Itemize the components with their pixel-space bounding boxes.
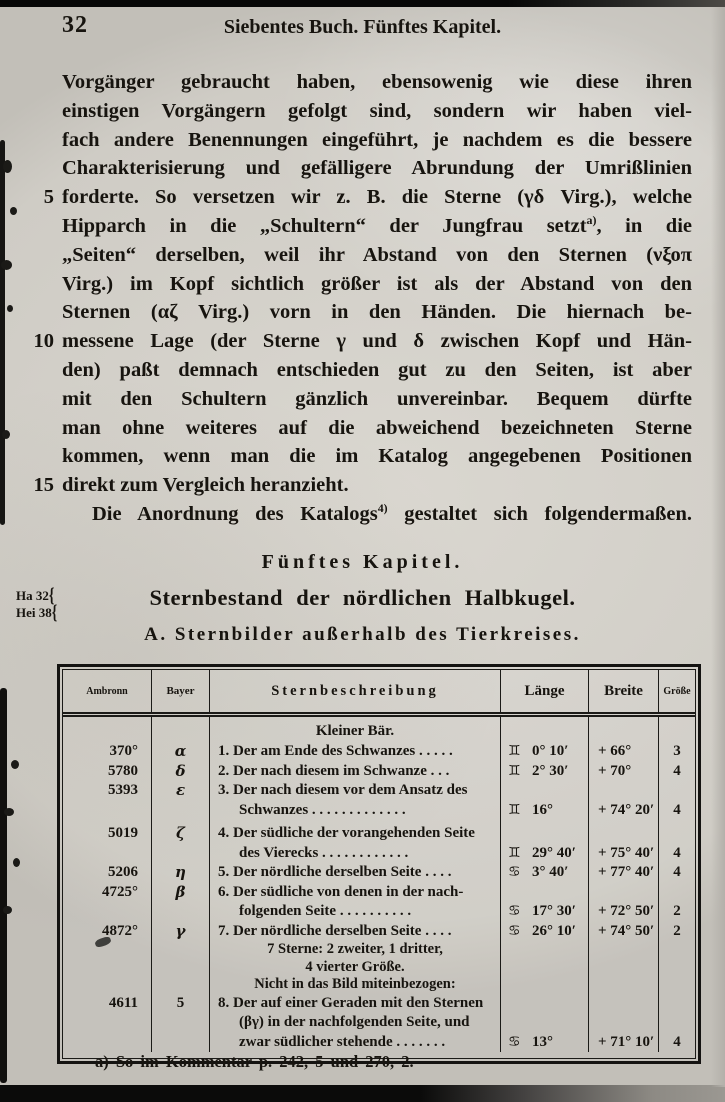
brace-glyph: { bbox=[51, 602, 58, 625]
margin-note-line: Ha 32 bbox=[16, 588, 49, 603]
table-row bbox=[63, 742, 695, 762]
paragraph-line bbox=[28, 414, 692, 443]
longitude-value: 29° 40′ bbox=[532, 844, 576, 861]
paragraph-line-text: mit den Schultern gänzlich unvereinbar. Bequem dürfte bbox=[62, 387, 692, 410]
paragraph-line bbox=[28, 154, 692, 183]
line-number bbox=[28, 500, 54, 529]
desc-cell: 2. Der nach diesem im Schwanze . . . bbox=[209, 762, 500, 782]
paragraph-line bbox=[28, 327, 692, 356]
latitude-cell: + 74° 50′ bbox=[588, 922, 658, 942]
desc-cell: 8. Der auf einer Geraden mit den Sternen (βγ) in der nachfolgenden Seite, und zwar südlicher stehende . . . . . . . bbox=[209, 994, 500, 1053]
line-number bbox=[28, 126, 54, 155]
line-number bbox=[28, 241, 54, 270]
scan-artifact bbox=[4, 808, 14, 816]
paragraph-line-text: fach andere Benennungen eingeführt, je nachdem es die bessere bbox=[62, 128, 692, 151]
line-text-part: gestaltet sich folgendermaßen. bbox=[387, 502, 692, 525]
ambronn-cell: 5206 bbox=[108, 864, 138, 880]
line-number: 15 bbox=[33, 474, 54, 497]
ambronn-cell: 5780 bbox=[108, 762, 138, 779]
paragraph-line-text: „Seiten“ derselben, weil ihr Abstand von den Sternen (νξοπ bbox=[62, 243, 692, 266]
paragraph-line-text: Charakterisierung und gefälligere Abrundung der Umrißlinien bbox=[62, 157, 692, 180]
magnitude-cell: 2 bbox=[658, 883, 695, 922]
section-subheading: A. Sternbilder außerhalb des Tierkreises. bbox=[144, 624, 581, 645]
longitude-value: 2° 30′ bbox=[532, 762, 569, 779]
desc-cell: 7. Der nördliche derselben Seite . . . . bbox=[209, 922, 500, 942]
scan-artifact bbox=[10, 207, 17, 215]
longitude-cell bbox=[500, 781, 588, 820]
line-text-part: Die Anordnung des Katalogs bbox=[92, 502, 378, 525]
paragraph-line-text: Sternen (αζ Virg.) vorn in den Händen. Die hiernach be- bbox=[62, 301, 692, 324]
star-catalog-table bbox=[57, 664, 701, 1064]
bayer-cell: ζ bbox=[151, 820, 209, 863]
paragraph-line bbox=[28, 183, 692, 212]
magnitude-cell: 4 bbox=[658, 994, 695, 1053]
latitude-cell: + 75° 40′ bbox=[588, 820, 658, 863]
magnitude-cell: 2 bbox=[658, 922, 695, 942]
scan-artifact bbox=[2, 430, 10, 439]
latitude-cell: + 74° 20′ bbox=[588, 781, 658, 820]
paragraph-line-text: einstigen Vorgängern gefolgt sind, sondern wir haben viel- bbox=[62, 99, 692, 122]
summary-note: Nicht in das Bild miteinbezogen: bbox=[254, 976, 456, 992]
line-text-part: Hipparch in die „Schultern“ der Jungfrau setzt bbox=[62, 214, 587, 237]
latitude-cell: + 66° bbox=[588, 742, 658, 762]
magnitude-cell: 4 bbox=[658, 863, 695, 883]
paragraph-line-text: Vorgänger gebraucht haben, ebensowenig wie diese ihren bbox=[62, 71, 692, 93]
table-row bbox=[63, 820, 695, 863]
table-section-row bbox=[63, 717, 695, 742]
footnote: a) So im Kommentar p. 242, 5 und 270, 2. bbox=[95, 1052, 414, 1071]
magnitude-cell: 4 bbox=[658, 820, 695, 863]
paragraph-line-text: den) paßt demnach entschieden gut zu den Seiten, ist aber bbox=[62, 358, 692, 381]
line-number bbox=[28, 270, 54, 299]
paragraph-line-text: direkt zum Vergleich heranzieht. bbox=[62, 474, 349, 497]
paragraph-line-text bbox=[62, 212, 692, 241]
longitude-cell bbox=[500, 742, 588, 762]
table-body bbox=[63, 717, 695, 1058]
cancer-icon: ♋ bbox=[508, 903, 521, 919]
line-number bbox=[28, 212, 54, 241]
bayer-cell: α bbox=[151, 742, 209, 762]
ambronn-cell: 4611 bbox=[108, 994, 138, 1011]
section-heading: Sternbestand der nördlichen Halbkugel. bbox=[149, 585, 576, 610]
paragraph-line bbox=[28, 385, 692, 414]
longitude-cell bbox=[500, 820, 588, 863]
longitude-value: 16° bbox=[532, 801, 553, 818]
scan-artifact bbox=[7, 305, 13, 312]
table-row bbox=[63, 922, 695, 942]
bayer-cell: 5 bbox=[151, 994, 209, 1053]
gemini-icon: ♊ bbox=[508, 743, 521, 759]
latitude-cell: + 72° 50′ bbox=[588, 883, 658, 922]
summary-note: 7 Sterne: 2 zweiter, 1 dritter, bbox=[267, 941, 443, 957]
table-note-row bbox=[63, 941, 695, 959]
column-header-groesse: Größe bbox=[658, 670, 695, 712]
latitude-cell: + 70° bbox=[588, 762, 658, 782]
gemini-icon: ♊ bbox=[508, 801, 521, 818]
line-number bbox=[28, 414, 54, 443]
scan-artifact bbox=[11, 760, 19, 769]
scan-artifact bbox=[1, 260, 12, 270]
bayer-cell: η bbox=[151, 863, 209, 883]
bayer-cell: ε bbox=[151, 781, 209, 820]
line-number bbox=[28, 154, 54, 183]
desc-cell: 5. Der nördliche derselben Seite . . . . bbox=[209, 863, 500, 883]
table-header-row bbox=[63, 670, 695, 717]
column-header-breite: Breite bbox=[588, 670, 658, 712]
line-number bbox=[28, 442, 54, 471]
paragraph-line bbox=[28, 68, 692, 97]
body-paragraph bbox=[28, 68, 692, 529]
ambronn-cell: 5019 bbox=[108, 825, 138, 841]
paragraph-line-text: messene Lage (der Sterne γ und δ zwischen Kopf und Hän- bbox=[62, 330, 692, 353]
line-number bbox=[28, 356, 54, 385]
table-row bbox=[63, 781, 695, 820]
magnitude-cell: 4 bbox=[658, 781, 695, 820]
table-note-row bbox=[63, 959, 695, 977]
cancer-icon: ♋ bbox=[508, 922, 521, 939]
column-header-sternbeschreibung: Sternbeschreibung bbox=[209, 670, 500, 712]
table-row bbox=[63, 883, 695, 922]
paragraph-line bbox=[28, 298, 692, 327]
paragraph-line bbox=[28, 442, 692, 471]
constellation-name: Kleiner Bär. bbox=[315, 723, 395, 739]
paragraph-line bbox=[28, 270, 692, 299]
footnote-marker: a) bbox=[586, 213, 597, 228]
paragraph-line bbox=[28, 126, 692, 155]
bayer-cell: γ bbox=[151, 922, 209, 942]
desc-cell: 4. Der südliche der vorangehenden Seite des Vierecks . . . . . . . . . . . . bbox=[209, 820, 500, 863]
ambronn-cell: 4872° bbox=[102, 922, 138, 939]
longitude-value: 3° 40′ bbox=[532, 864, 569, 880]
chapter-title: Fünftes Kapitel. bbox=[261, 551, 464, 573]
cancer-icon: ♋ bbox=[508, 864, 521, 880]
longitude-value: 13° bbox=[532, 1033, 553, 1050]
paragraph-line-text: man ohne weiteres auf die abweichend bezeichneten Sterne bbox=[62, 416, 692, 439]
paragraph-line-text bbox=[62, 500, 692, 529]
scan-edge-right bbox=[711, 7, 725, 1087]
table-note-row bbox=[63, 976, 695, 994]
column-header-ambronn: Ambronn bbox=[86, 685, 128, 697]
paragraph-line-text: forderte. So versetzen wir z. B. die Sterne (γδ Virg.), welche bbox=[62, 186, 692, 209]
ambronn-cell: 5393 bbox=[108, 782, 138, 798]
line-text-part: , in die bbox=[596, 214, 693, 237]
scan-artifact bbox=[13, 858, 20, 867]
scan-artifact bbox=[3, 160, 12, 173]
gemini-icon: ♊ bbox=[508, 844, 521, 861]
scan-edge-left bbox=[0, 140, 5, 525]
desc-cell: 3. Der nach diesem vor dem Ansatz des Schwanzes . . . . . . . . . . . . . bbox=[209, 781, 500, 820]
magnitude-cell: 4 bbox=[658, 762, 695, 782]
line-number: 10 bbox=[33, 330, 54, 353]
longitude-value: 26° 10′ bbox=[532, 922, 576, 939]
magnitude-cell: 3 bbox=[658, 742, 695, 762]
desc-cell: 6. Der südliche von denen in der nach- folgenden Seite . . . . . . . . . . bbox=[209, 883, 500, 922]
paragraph-line bbox=[28, 471, 692, 500]
page-number: 32 bbox=[62, 12, 88, 38]
paragraph-line bbox=[28, 500, 692, 529]
line-number bbox=[28, 97, 54, 126]
longitude-cell bbox=[500, 863, 588, 883]
desc-cell: 1. Der am Ende des Schwanzes . . . . . bbox=[209, 742, 500, 762]
latitude-cell: + 77° 40′ bbox=[588, 863, 658, 883]
longitude-value: 17° 30′ bbox=[532, 903, 576, 919]
gemini-icon: ♊ bbox=[508, 762, 521, 779]
ambronn-cell: 4725° bbox=[102, 883, 138, 900]
running-title: Siebentes Buch. Fünftes Kapitel. bbox=[223, 16, 502, 38]
scan-edge-top bbox=[0, 0, 725, 7]
column-header-laenge: Länge bbox=[500, 670, 588, 712]
latitude-cell: + 71° 10′ bbox=[588, 994, 658, 1053]
brace-glyph: { bbox=[48, 585, 55, 608]
line-number bbox=[28, 298, 54, 327]
scan-edge-bottom bbox=[0, 1085, 725, 1102]
footnote-marker: 4) bbox=[377, 501, 388, 516]
bayer-cell: δ bbox=[151, 762, 209, 782]
table-row bbox=[63, 863, 695, 883]
table-row bbox=[63, 762, 695, 782]
column-header-bayer: Bayer bbox=[151, 670, 209, 712]
line-number: 5 bbox=[43, 186, 54, 209]
bayer-cell: β bbox=[151, 883, 209, 922]
scan-artifact bbox=[3, 906, 12, 914]
table-inner-frame bbox=[62, 669, 696, 1059]
longitude-value: 0° 10′ bbox=[532, 743, 569, 759]
paragraph-line bbox=[28, 212, 692, 241]
margin-note-line: Hei 38 bbox=[16, 605, 52, 620]
line-number bbox=[28, 385, 54, 414]
paragraph-line-text: Virg.) im Kopf sichtlich größer ist als der Abstand von den bbox=[62, 272, 692, 295]
line-number bbox=[28, 68, 54, 97]
summary-note: 4 vierter Größe. bbox=[305, 958, 405, 975]
longitude-cell bbox=[500, 762, 588, 782]
paragraph-line bbox=[28, 241, 692, 270]
paragraph-line-text: kommen, wenn man die im Katalog angegebenen Positionen bbox=[62, 445, 692, 468]
paragraph-line bbox=[28, 356, 692, 385]
scan-edge-left bbox=[0, 688, 7, 1083]
longitude-cell bbox=[500, 883, 588, 922]
paragraph-line bbox=[28, 97, 692, 126]
table-row bbox=[63, 994, 695, 1053]
cancer-icon: ♋ bbox=[508, 1033, 521, 1050]
ambronn-cell: 370° bbox=[109, 743, 138, 759]
longitude-cell bbox=[500, 994, 588, 1053]
longitude-cell bbox=[500, 922, 588, 942]
